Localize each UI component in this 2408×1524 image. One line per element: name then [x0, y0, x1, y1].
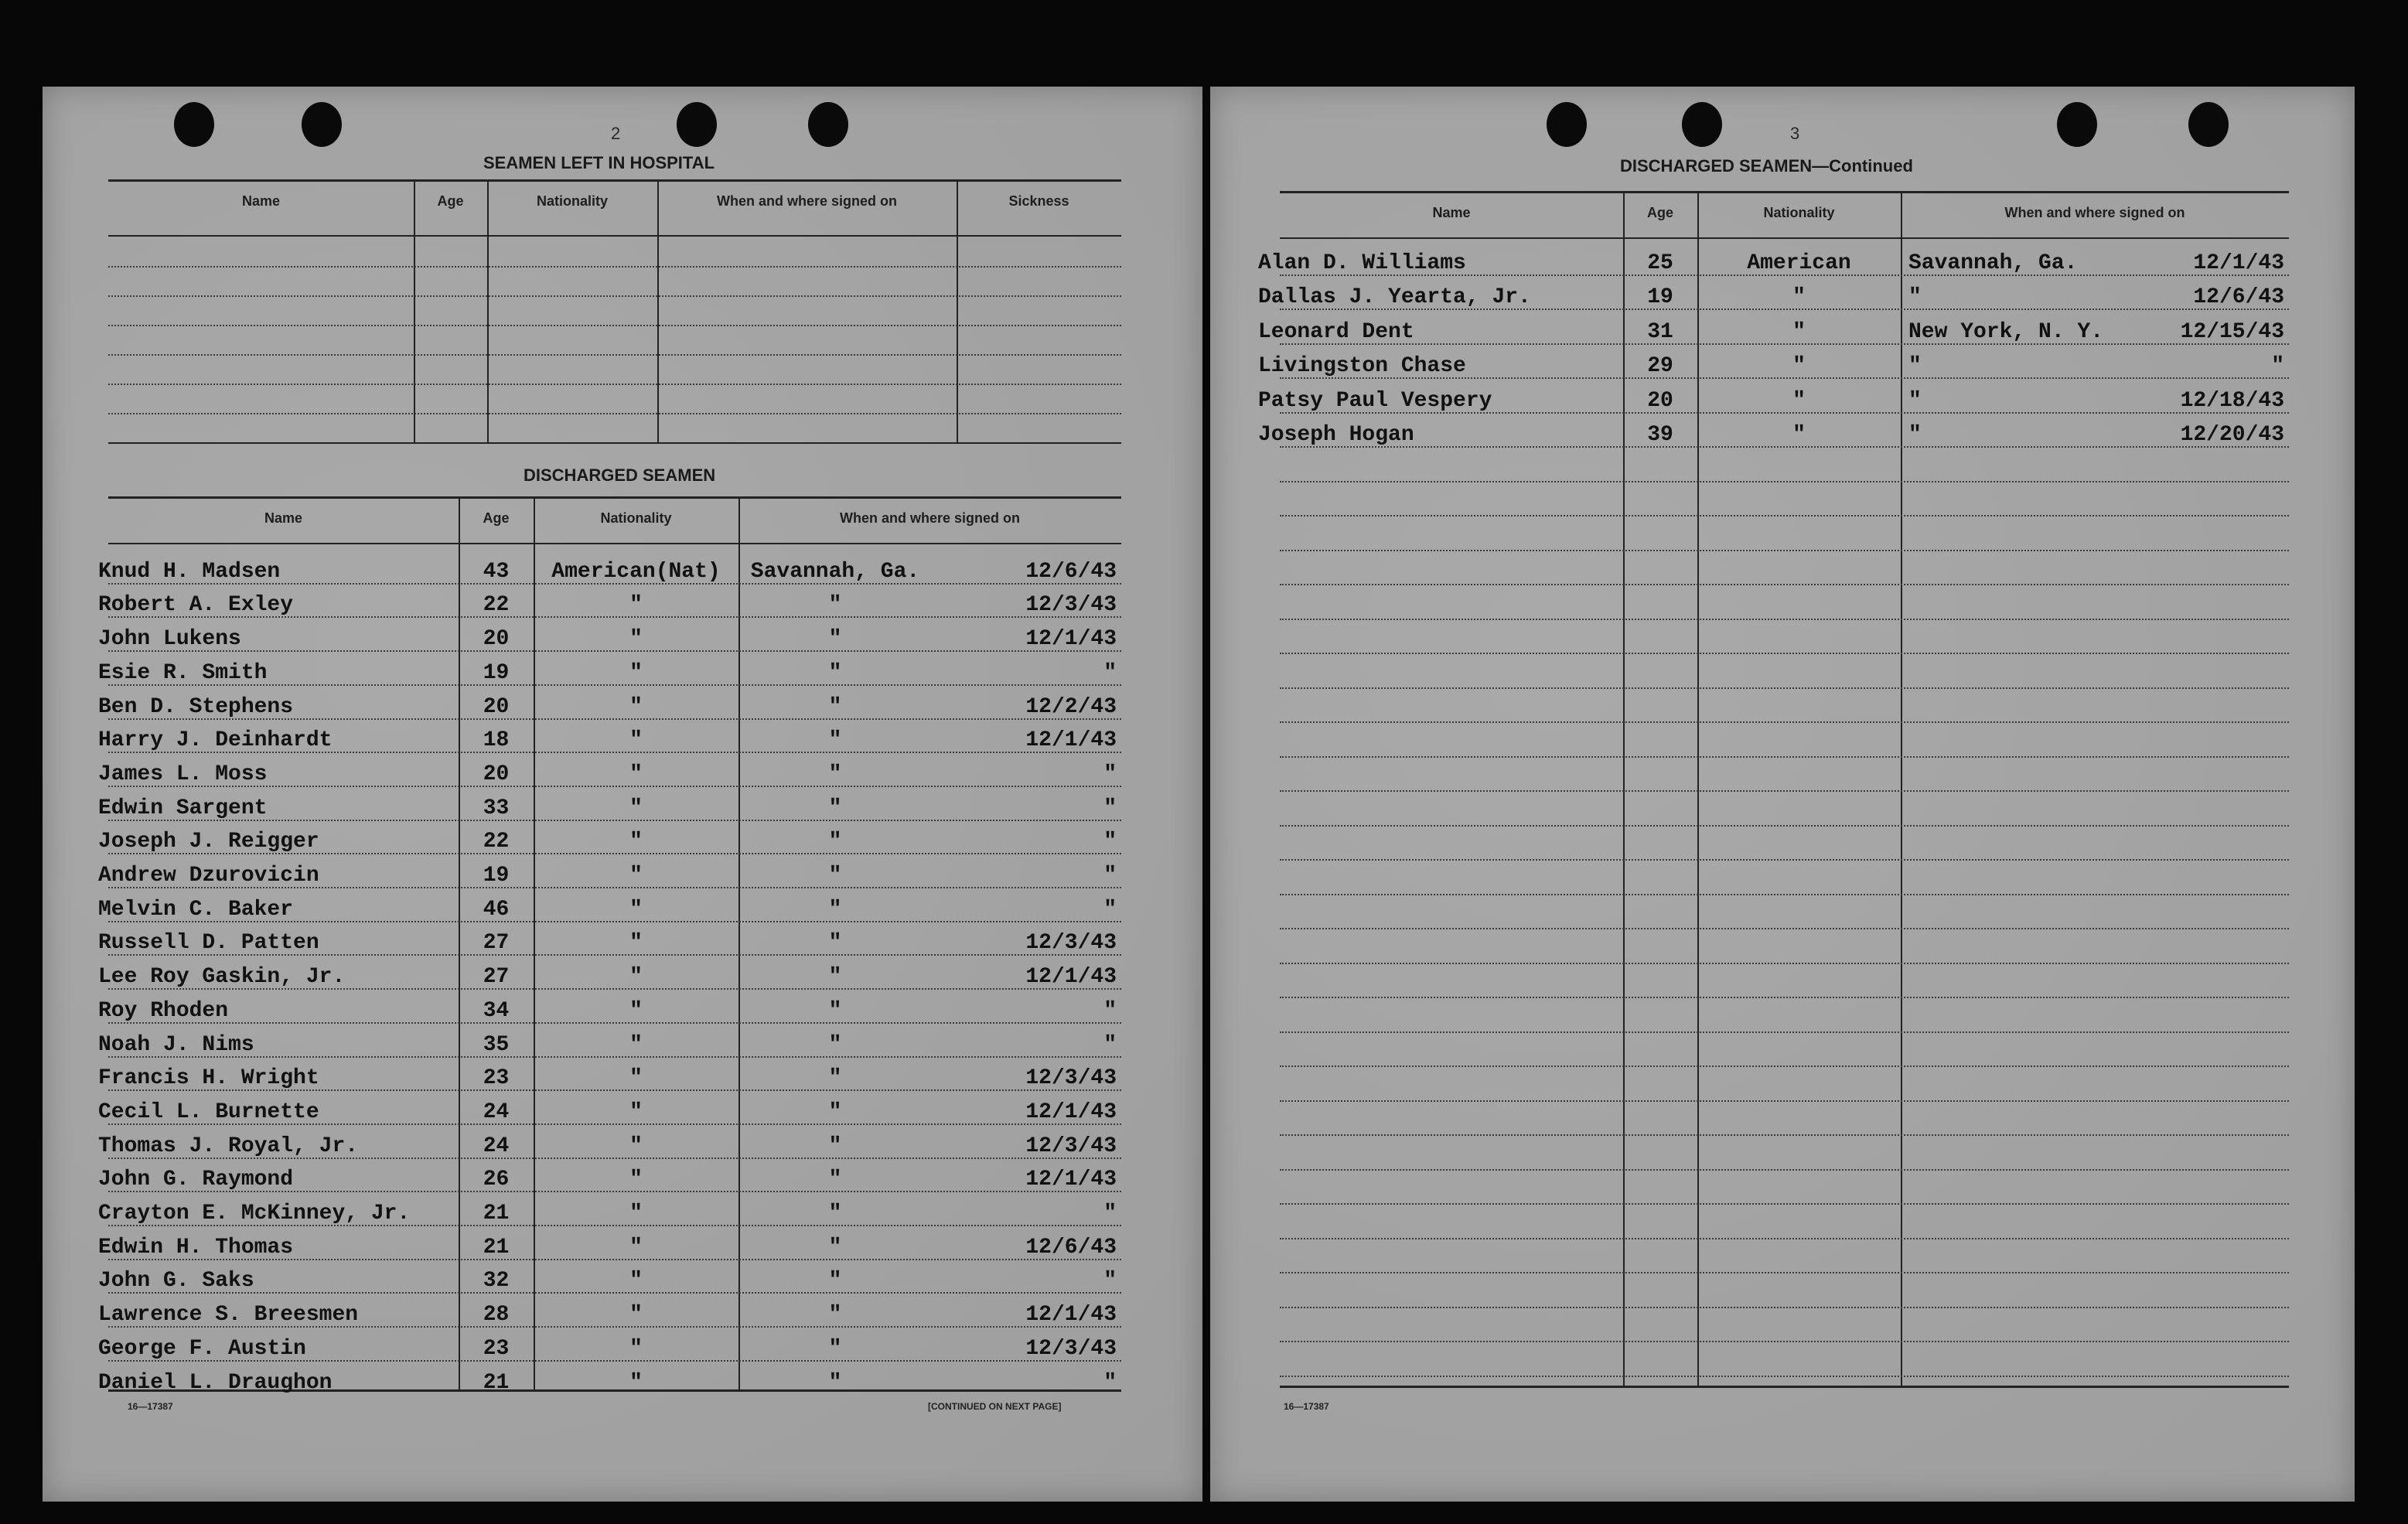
seaman-age: 46 [483, 897, 510, 922]
signed-on-date: " [1103, 1032, 1117, 1057]
blank-row [108, 325, 1121, 326]
seaman-age: 24 [483, 1100, 510, 1124]
signed-on-place: " [828, 694, 842, 719]
signed-on-date: 12/3/43 [1025, 1066, 1117, 1091]
continued-note: [CONTINUED ON NEXT PAGE] [928, 1401, 1062, 1412]
signed-on-place: " [828, 1336, 842, 1361]
table-row [1280, 756, 2289, 758]
table-row [1280, 1376, 2289, 1377]
seaman-age: 19 [483, 660, 510, 685]
seaman-age: 22 [483, 593, 510, 618]
seaman-age: 20 [1647, 388, 1673, 413]
signed-on-date: 12/1/43 [1025, 1303, 1117, 1328]
seaman-nationality: " [629, 660, 643, 685]
signed-on-place: " [828, 830, 842, 854]
signed-on-place: " [1908, 285, 1922, 309]
column-header: Sickness [1008, 193, 1069, 209]
seaman-name: Noah J. Nims [98, 1032, 254, 1057]
signed-on-place: Savannah, Ga. [750, 559, 920, 584]
signed-on-place: " [1908, 388, 1922, 413]
seaman-nationality: " [629, 1168, 643, 1192]
signed-on-place: " [828, 1370, 842, 1395]
signed-on-place: " [828, 1303, 842, 1328]
signed-on-date: 12/18/43 [2180, 388, 2284, 413]
seaman-nationality: " [1792, 388, 1806, 413]
blank-row [108, 266, 1121, 268]
seaman-nationality: " [629, 1100, 643, 1124]
seaman-name: Knud H. Madsen [98, 559, 281, 584]
column-header: When and where signed on [2004, 205, 2185, 220]
signed-on-place: " [1908, 354, 1922, 378]
column-divider [657, 179, 659, 442]
signed-on-date: 12/1/43 [2193, 251, 2284, 275]
discharged-section-title: DISCHARGED SEAMEN [524, 465, 716, 485]
seaman-age: 19 [1647, 285, 1673, 309]
signed-on-place: " [828, 1269, 842, 1294]
table-row [1280, 1238, 2289, 1239]
table-row [1280, 997, 2289, 998]
punch-hole [2057, 102, 2097, 147]
signed-on-place: " [828, 897, 842, 922]
seaman-nationality: " [629, 1032, 643, 1057]
signed-on-place: " [828, 627, 842, 652]
table-row [1280, 1341, 2289, 1342]
seaman-nationality: " [629, 796, 643, 820]
signed-on-date: 12/1/43 [1025, 1100, 1117, 1124]
seaman-nationality: " [1792, 285, 1806, 309]
seaman-name: Thomas J. Royal, Jr. [98, 1134, 359, 1158]
seaman-nationality: " [629, 830, 643, 854]
seaman-name: Livingston Chase [1258, 354, 1466, 378]
seaman-age: 35 [483, 1032, 510, 1057]
signed-on-date: 12/2/43 [1025, 694, 1117, 719]
seaman-age: 18 [483, 728, 510, 753]
table-row [1280, 653, 2289, 654]
seaman-age: 32 [483, 1269, 510, 1294]
seaman-age: 23 [483, 1336, 510, 1361]
table-row [108, 1056, 1121, 1058]
signed-on-date: " [1103, 762, 1117, 786]
punch-hole [808, 102, 848, 147]
right-page [1210, 87, 2355, 1502]
table-row [1280, 1307, 2289, 1308]
form-number: 16—17387 [128, 1401, 173, 1412]
table-row [1280, 1203, 2289, 1205]
table-row [1280, 1169, 2289, 1171]
seaman-nationality: " [629, 1269, 643, 1294]
blank-row [108, 295, 1121, 297]
signed-on-date: 12/3/43 [1025, 1134, 1117, 1158]
signed-on-place: " [828, 864, 842, 888]
column-divider [487, 179, 489, 442]
seaman-name: Joseph Hogan [1258, 423, 1414, 447]
table-row [1280, 619, 2289, 620]
signed-on-date: 12/15/43 [2180, 319, 2284, 344]
table-row [1280, 963, 2289, 964]
signed-on-place: " [828, 965, 842, 990]
signed-on-place: " [828, 762, 842, 786]
table-row [1280, 584, 2289, 585]
signed-on-place: " [828, 1235, 842, 1260]
signed-on-place: " [828, 1134, 842, 1158]
table-row [1280, 446, 2289, 448]
signed-on-date: " [1103, 897, 1117, 922]
signed-on-date: 12/3/43 [1025, 1336, 1117, 1361]
column-header: Age [483, 510, 510, 526]
column-header: Name [264, 510, 303, 526]
seaman-age: 20 [483, 627, 510, 652]
seaman-nationality: American [1747, 251, 1851, 275]
column-divider [957, 179, 958, 442]
signed-on-place: " [828, 1066, 842, 1091]
seaman-nationality: " [629, 762, 643, 786]
seaman-age: 21 [483, 1370, 510, 1395]
punch-hole [677, 102, 717, 147]
seaman-name: Lawrence S. Breesmen [98, 1303, 359, 1328]
seaman-name: Patsy Paul Vespery [1258, 388, 1492, 413]
punch-hole [302, 102, 342, 147]
page-number: 3 [1790, 124, 1800, 143]
seaman-name: Leonard Dent [1258, 319, 1414, 344]
column-header: Nationality [1763, 205, 1835, 220]
table-row [1280, 928, 2289, 929]
seaman-name: Cecil L. Burnette [98, 1100, 319, 1124]
signed-on-date: 12/1/43 [1025, 1168, 1117, 1192]
seaman-nationality: " [629, 1370, 643, 1395]
seaman-name: John G. Saks [98, 1269, 254, 1294]
seaman-age: 27 [483, 965, 510, 990]
seaman-nationality: American(Nat) [551, 559, 721, 584]
seaman-nationality: " [629, 1303, 643, 1328]
blank-row [108, 413, 1121, 414]
column-divider [414, 179, 415, 442]
seaman-age: 24 [483, 1134, 510, 1158]
seaman-name: Melvin C. Baker [98, 897, 294, 922]
seaman-nationality: " [1792, 319, 1806, 344]
table-row [1280, 721, 2289, 723]
seaman-name: George F. Austin [98, 1336, 306, 1361]
signed-on-place: " [828, 931, 842, 956]
table-row [1280, 1065, 2289, 1067]
table-row [1280, 687, 2289, 689]
column-header: Name [241, 193, 281, 209]
seaman-nationality: " [629, 965, 643, 990]
seaman-nationality: " [1792, 423, 1806, 447]
signed-on-date: 12/1/43 [1025, 627, 1117, 652]
seaman-name: Crayton E. McKinney, Jr. [98, 1202, 411, 1226]
signed-on-date: " [1103, 864, 1117, 888]
seaman-name: Francis H. Wright [98, 1066, 319, 1091]
column-header: Nationality [536, 193, 608, 209]
blank-row [108, 354, 1121, 356]
table-row [108, 1292, 1121, 1294]
seaman-name: Harry J. Deinhardt [98, 728, 333, 753]
table-row [1280, 894, 2289, 895]
seaman-age: 21 [483, 1202, 510, 1226]
left-page [43, 87, 1202, 1502]
table-row [108, 1022, 1121, 1024]
signed-on-place: " [828, 728, 842, 753]
column-header: When and where signed on [839, 510, 1020, 526]
seaman-age: 43 [483, 559, 510, 584]
signed-on-place: " [828, 1032, 842, 1057]
seaman-name: Russell D. Patten [98, 931, 319, 956]
seaman-nationality: " [629, 627, 643, 652]
signed-on-date: 12/20/43 [2180, 423, 2284, 447]
signed-on-date: " [1103, 796, 1117, 820]
signed-on-place: " [828, 1100, 842, 1124]
seaman-age: 21 [483, 1235, 510, 1260]
seaman-age: 34 [483, 998, 510, 1023]
table-row [1280, 1272, 2289, 1273]
seaman-age: 33 [483, 796, 510, 820]
table-row [1280, 481, 2289, 482]
signed-on-place: " [828, 796, 842, 820]
signed-on-date: " [1103, 998, 1117, 1023]
signed-on-date: " [1103, 1269, 1117, 1294]
seaman-name: Ben D. Stephens [98, 694, 294, 719]
punch-hole [2188, 102, 2229, 147]
signed-on-date: 12/1/43 [1025, 965, 1117, 990]
column-header: Name [1432, 205, 1471, 220]
punch-hole [174, 102, 214, 147]
table-rule [108, 179, 1121, 182]
table-row [1280, 343, 2289, 345]
seaman-age: 28 [483, 1303, 510, 1328]
punch-hole [1682, 102, 1722, 147]
seaman-age: 26 [483, 1168, 510, 1192]
seaman-age: 23 [483, 1066, 510, 1091]
seaman-nationality: " [629, 998, 643, 1023]
blank-row [108, 384, 1121, 385]
seaman-name: Esie R. Smith [98, 660, 268, 685]
column-header: Age [1646, 205, 1673, 220]
seaman-name: Alan D. Williams [1258, 251, 1466, 275]
seaman-name: John Lukens [98, 627, 241, 652]
seaman-name: Dallas J. Yearta, Jr. [1258, 285, 1531, 309]
signed-on-date: " [2271, 354, 2284, 378]
seaman-nationality: " [629, 694, 643, 719]
table-row [1280, 790, 2289, 792]
signed-on-date: " [1103, 830, 1117, 854]
seaman-name: Edwin H. Thomas [98, 1235, 294, 1260]
seaman-nationality: " [629, 931, 643, 956]
table-row [1280, 1134, 2289, 1136]
hospital-section-title: SEAMEN LEFT IN HOSPITAL [483, 153, 715, 172]
column-header: Nationality [600, 510, 672, 526]
seaman-nationality: " [629, 1235, 643, 1260]
seaman-name: Roy Rhoden [98, 998, 229, 1023]
signed-on-place: " [828, 593, 842, 618]
seaman-age: 20 [483, 762, 510, 786]
seaman-name: John G. Raymond [98, 1168, 294, 1192]
seaman-name: Robert A. Exley [98, 593, 294, 618]
column-header: Age [437, 193, 464, 209]
table-rule [108, 496, 1121, 499]
table-row [1280, 550, 2289, 551]
table-row [1280, 1031, 2289, 1033]
seaman-age: 19 [483, 864, 510, 888]
seaman-nationality: " [629, 728, 643, 753]
signed-on-date: 12/3/43 [1025, 931, 1117, 956]
signed-on-date: " [1103, 1370, 1117, 1395]
table-row [1280, 825, 2289, 827]
seaman-name: Andrew Dzurovicin [98, 864, 319, 888]
column-divider [738, 496, 740, 1389]
signed-on-date: " [1103, 1202, 1117, 1226]
table-row [1280, 859, 2289, 861]
signed-on-place: " [828, 1168, 842, 1192]
seaman-nationality: " [1792, 354, 1806, 378]
table-row [1280, 515, 2289, 517]
table-rule [108, 543, 1121, 544]
seaman-nationality: " [629, 1336, 643, 1361]
page-number: 2 [611, 124, 621, 143]
seaman-name: Daniel L. Draughon [98, 1370, 333, 1395]
seaman-age: 20 [483, 694, 510, 719]
signed-on-date: 12/3/43 [1025, 593, 1117, 618]
seaman-name: Edwin Sargent [98, 796, 268, 820]
table-rule [108, 235, 1121, 237]
seaman-name: Lee Roy Gaskin, Jr. [98, 965, 346, 990]
column-divider [1901, 191, 1902, 1386]
seaman-nationality: " [629, 897, 643, 922]
seaman-name: James L. Moss [98, 762, 268, 786]
signed-on-place: " [828, 998, 842, 1023]
column-divider [534, 496, 535, 1389]
punch-hole [1547, 102, 1587, 147]
seaman-nationality: " [629, 1202, 643, 1226]
seaman-nationality: " [629, 593, 643, 618]
signed-on-place: " [828, 1202, 842, 1226]
signed-on-date: 12/6/43 [2193, 285, 2284, 309]
continued-section-title: DISCHARGED SEAMEN—Continued [1620, 156, 1913, 176]
column-header: When and where signed on [716, 193, 897, 209]
table-rule [1280, 191, 2289, 193]
seaman-nationality: " [629, 1134, 643, 1158]
seaman-nationality: " [629, 864, 643, 888]
seaman-name: Joseph J. Reigger [98, 830, 319, 854]
signed-on-place: New York, N. Y. [1908, 319, 2104, 344]
seaman-age: 29 [1647, 354, 1673, 378]
signed-on-date: " [1103, 660, 1117, 685]
seaman-age: 25 [1647, 251, 1673, 275]
signed-on-date: 12/6/43 [1025, 1235, 1117, 1260]
signed-on-date: 12/6/43 [1025, 559, 1117, 584]
signed-on-date: 12/1/43 [1025, 728, 1117, 753]
seaman-age: 39 [1647, 423, 1673, 447]
table-row [108, 650, 1121, 652]
seaman-nationality: " [629, 1066, 643, 1091]
signed-on-place: Savannah, Ga. [1908, 251, 2078, 275]
column-divider [1697, 191, 1699, 1386]
table-row [1280, 1100, 2289, 1102]
seaman-age: 31 [1647, 319, 1673, 344]
table-rule [1280, 1386, 2289, 1388]
table-rule [1280, 237, 2289, 239]
form-number: 16—17387 [1284, 1401, 1329, 1412]
table-rule [108, 442, 1121, 444]
signed-on-place: " [1908, 423, 1922, 447]
seaman-age: 22 [483, 830, 510, 854]
seaman-age: 27 [483, 931, 510, 956]
signed-on-place: " [828, 660, 842, 685]
